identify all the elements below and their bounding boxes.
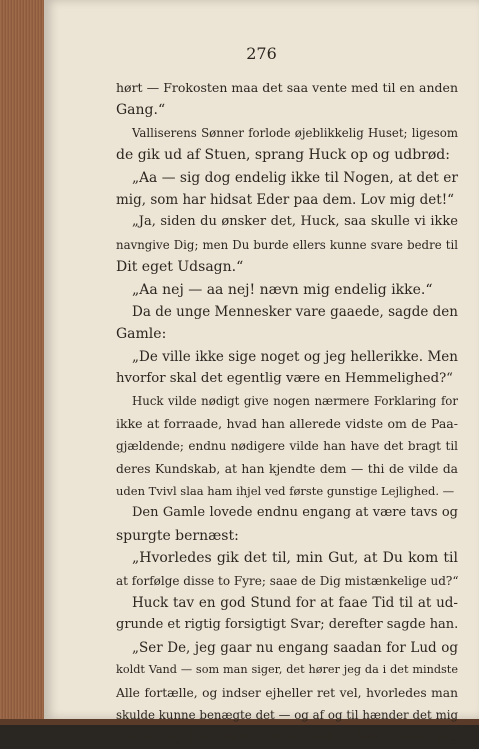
text-line: Gang.“: [116, 102, 166, 119]
text-line: ikke at forraade, hvad han allerede vidste om de Paa-: [116, 415, 458, 431]
text-line: gjældende; endnu nødigere vilde han have det bragt til: [116, 439, 458, 454]
text-line: skulde kunne benægte det — og af og til hænder det mig: [116, 707, 458, 722]
text-line: „Hvorledes gik det til, min Gut, at Du kom til: [132, 550, 458, 567]
text-line: „Aa — sig dog endelig ikke til Nogen, at det er: [132, 169, 458, 186]
text-line: „Ja, siden du ønsker det, Huck, saa skulle vi ikke: [132, 214, 458, 230]
text-line: da, at jeg har ondt ved at falde i Søvn, naar jeg: [116, 729, 458, 746]
text-line: Den Gamle lovede endnu engang at være tavs og: [132, 505, 458, 521]
text-line: Da de unge Mennesker vare gaaede, sagde den: [132, 303, 458, 320]
text-line: at forfølge disse to Fyre; saae de Dig mistænkelige ud?“: [116, 573, 459, 588]
text-line: navngive Dig; men Du burde ellers kunne svare bedre til: [116, 237, 458, 252]
text-line: de gik ud af Stuen, sprang Huck op og udbrød:: [116, 147, 450, 164]
text-line: Valliserens Sønner forlode øjeblikkelig Huset; ligesom: [132, 125, 458, 140]
page-number: 276: [246, 44, 277, 63]
text-line: koldt Vand — som man siger, det hører jeg da i det mindste: [116, 663, 458, 677]
page-edges: [0, 0, 44, 725]
text-line: Dit eget Udsagn.“: [116, 259, 244, 276]
book-page: [44, 0, 479, 746]
body-text: [116, 77, 458, 749]
text-line: uden Tvivl slaa ham ihjel ved første gunstige Lejlighed. —: [116, 484, 455, 499]
text-line: deres Kundskab, at han kjendte dem — thi de vilde da: [116, 461, 458, 476]
text-line: Huck tav en god Stund for at faae Tid til at ud-: [132, 594, 458, 611]
text-line: hvorfor skal det egentlig være en Hemmelighed?“: [116, 371, 453, 387]
text-line: „Ser De, jeg gaar nu engang saadan for Lud og: [132, 639, 458, 656]
text-line: Gamle:: [116, 326, 167, 343]
text-line: „Aa nej — aa nej! nævn mig endelig ikke.“: [132, 281, 433, 298]
text-line: grunde et rigtig forsigtigt Svar; derefter sagde han.: [116, 617, 459, 633]
text-line: „De ville ikke sige noget og jeg hellerikke. Men: [132, 348, 458, 365]
text-line: Alle fortælle, og indser ejheller ret vel, hvorledes man: [116, 685, 458, 700]
text-line: spurgte bernæst:: [116, 527, 239, 544]
text-line: hørt — Frokosten maa det saa vente med til en anden: [116, 80, 458, 95]
text-line: mig, som har hidsat Eder paa dem. Lov mig det!“: [116, 191, 455, 208]
text-line: Huck vilde nødigt give nogen nærmere Forklaring for: [132, 394, 458, 409]
